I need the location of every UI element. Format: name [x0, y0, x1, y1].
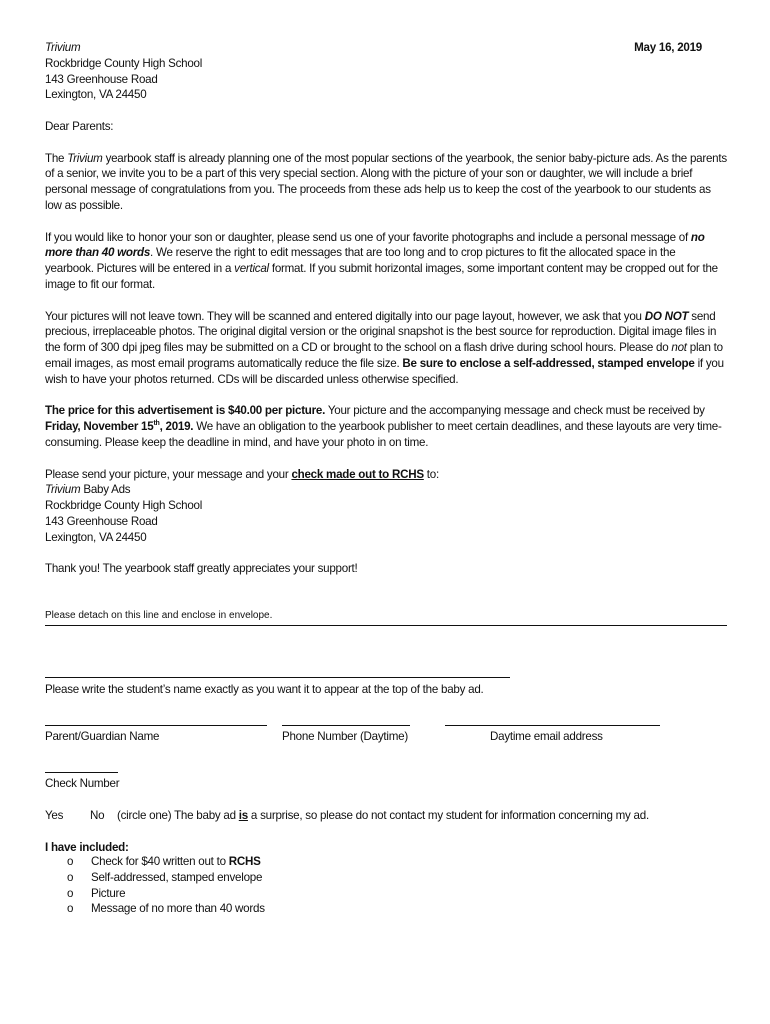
letter-date: May 16, 2019 [634, 41, 702, 54]
school-name: Rockbridge County High School [45, 56, 203, 70]
checklist-item-check[interactable]: o Check for $40 written out to RCHS [67, 855, 261, 868]
detach-line [45, 625, 727, 626]
phone-line[interactable] [282, 725, 410, 726]
parent-name-label: Parent/Guardian Name [45, 730, 160, 743]
checklist-item-envelope[interactable]: o Self-addressed, stamped envelope [67, 870, 263, 884]
paragraph-intro: The Trivium yearbook staff is already planning one of the most popular sections of the yearbook, the senior baby-picture ads. As the parents of a senior, we invite you to be a part of this very special section. Along with the picture of your son or daughter, we will include a brief personal message of congratulations from you. The proceeds from these ads help us to keep the cost of the yearbook to our students as low as possible. [45, 151, 727, 212]
bullet-icon: o [67, 902, 74, 916]
city-state-zip: Lexington, VA 24450 [45, 88, 147, 102]
paragraph-submission: If you would like to honor your son or daughter, please send us one of your favorite photographs and include a personal message of no more than 40 words. We reserve the right to edit messages that are too long and to crop pictures to fit the allocated space in the yearbook. Pictures will be entered in a vertical format. If you submit horizontal images, some important content may be cropped out for the image to fit our format. [45, 230, 718, 291]
bullet-icon: o [67, 870, 74, 884]
surprise-statement: (circle one) The baby ad is a surprise, so please do not contact my student for information concerning my ad. [117, 809, 649, 822]
check-number-line[interactable] [45, 772, 118, 773]
student-name-line[interactable] [45, 677, 510, 678]
included-heading: I have included: [45, 841, 129, 854]
check-number-label: Check Number [45, 777, 120, 790]
mailing-instructions: Please send your picture, your message and your check made out to RCHS to: Trivium Baby Ads Rockbridge County High School 143 Greenhouse Road Lexington, VA 24450 [45, 467, 439, 544]
parent-name-line[interactable] [45, 725, 267, 726]
phone-label: Phone Number (Daytime) [282, 730, 408, 743]
paragraph-photos: Your pictures will not leave town. They will be scanned and entered digitally into our page layout, however, we ask that you DO NOT send precious, irreplaceable photos. The original digital version or the original snapshot is the best source for reproduction. Digital image files in the form of 300 dpi jpeg files may be submitted on a CD or brought to the school on a flash drive during school hours. Please do not plan to email images, as most email programs automatically reduce the file size. Be sure to enclose a self-addressed, stamped envelope if you wish to have your photos returned. CDs will be discarded unless otherwise specified. [45, 309, 724, 386]
letterhead [45, 40, 727, 103]
checklist-item-message[interactable]: o Message of no more than 40 words [67, 902, 265, 916]
checklist-item-picture[interactable]: o Picture [67, 886, 126, 900]
included-checklist [45, 841, 545, 917]
yes-option[interactable]: Yes [45, 809, 64, 822]
thank-you: Thank you! The yearbook staff greatly appreciates your support! [45, 562, 358, 576]
email-label: Daytime email address [490, 730, 603, 743]
detach-instruction: Please detach on this line and enclose in envelope. [45, 610, 273, 621]
email-line[interactable] [445, 725, 660, 726]
paragraph-price: The price for this advertisement is $40.00 per picture. Your picture and the accompanying message and check must be received by Friday, November 15th, 2019. We have an obligation to the yearbook publisher to meet certain deadlines, and these layouts are very time-consuming. Please keep the deadline in mind, and have your photo in on time. [45, 404, 722, 449]
salutation: Dear Parents: [45, 119, 114, 133]
bullet-icon: o [67, 886, 74, 900]
no-option[interactable]: No [90, 809, 105, 822]
street-address: 143 Greenhouse Road [45, 72, 158, 86]
yearbook-name: Trivium [45, 41, 81, 54]
letter [45, 40, 727, 577]
student-name-label: Please write the student’s name exactly as you want it to appear at the top of the baby ad. [45, 683, 484, 696]
bullet-icon: o [67, 855, 74, 868]
